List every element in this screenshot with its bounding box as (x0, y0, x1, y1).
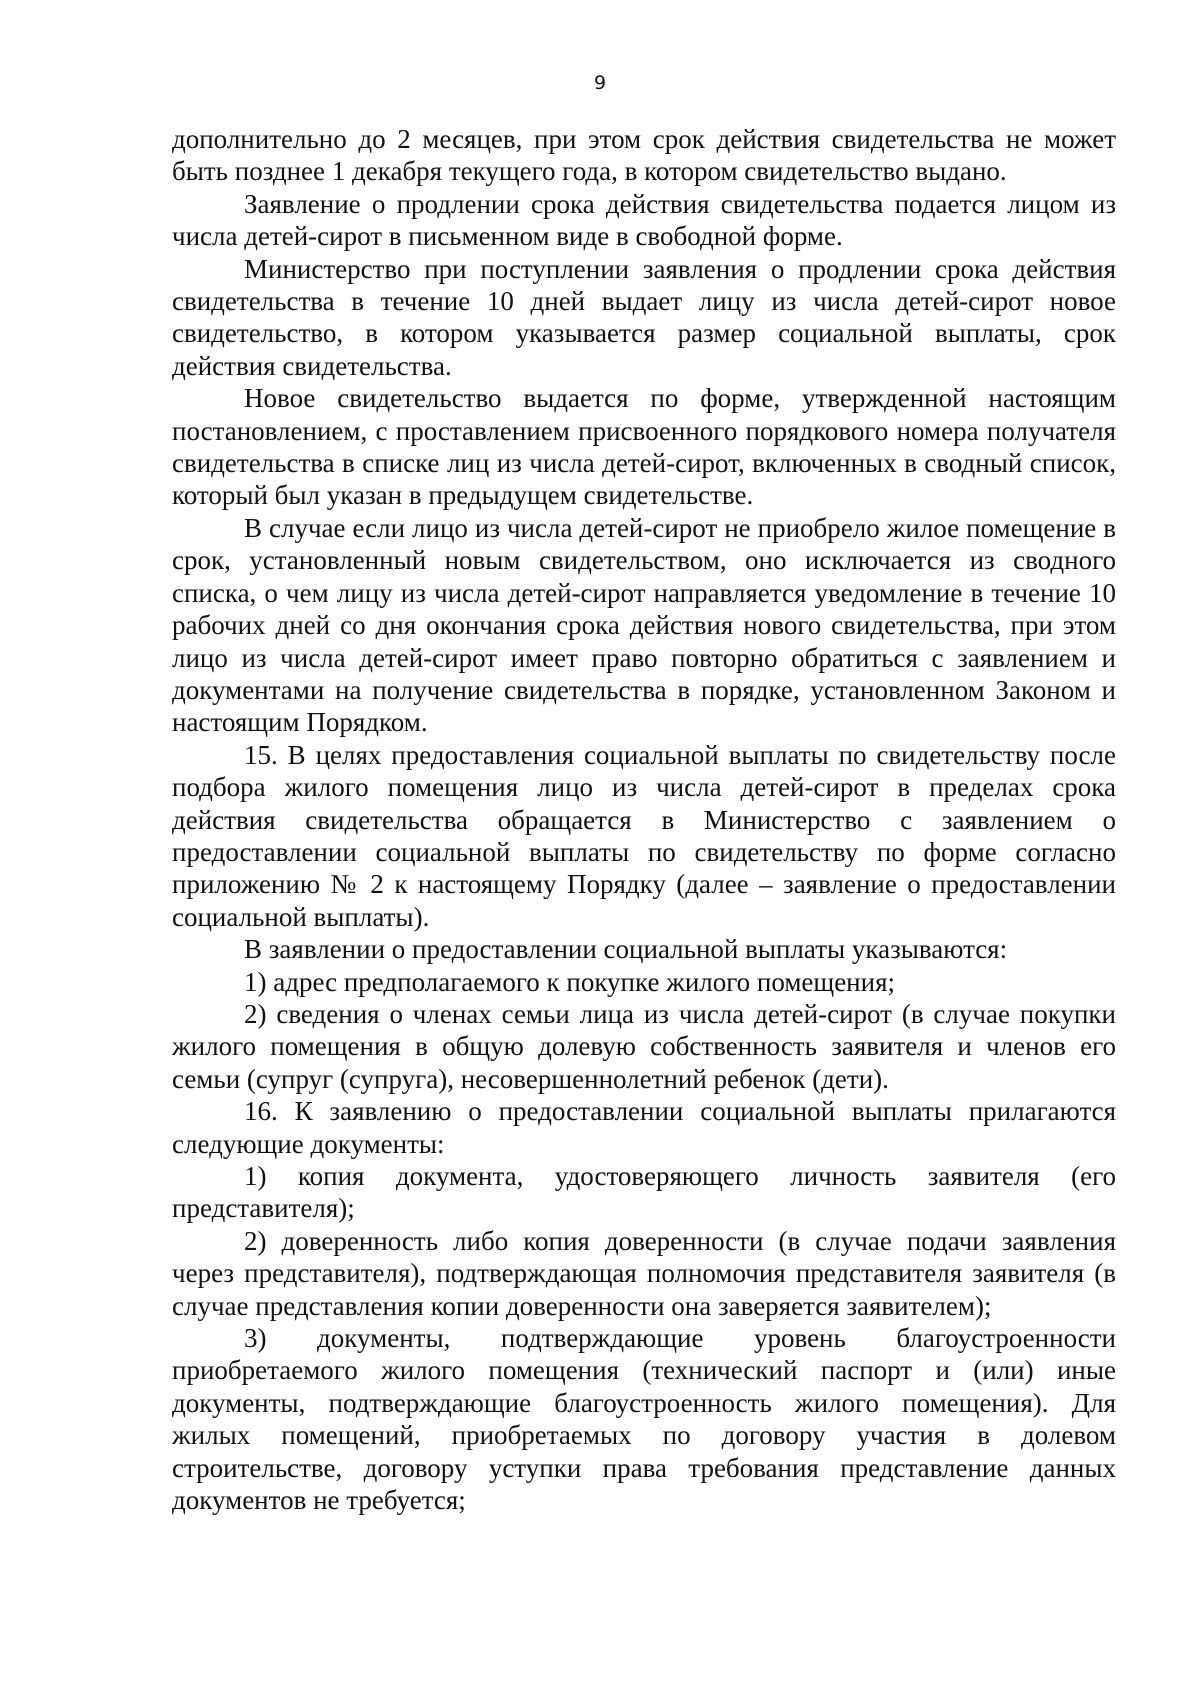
paragraph: В случае если лицо из числа детей-сирот не приобрело жилое помещение в срок, установленный новым свидетельством, оно исключается из сводного списка, о чем лицу из числа детей-сирот направляется уведомление в течение 10 рабочих дней со дня окончания срока действия нового свидетельства, при этом лицо из числа детей-сирот имеет право повторно обратиться с заявлением и документами на получение свидетельства в порядке, установленном Законом и настоящим Порядком. (172, 512, 1116, 738)
list-item: 3) документы, подтверждающие уровень благоустроенности приобретаемого жилого помещения (технический паспорт и (или) иные документы, подтверждающие благоустроенность жилого помещения). Для жилых помещений, приобретаемых по договору участия в долевом строительстве, договору уступки права требования представление данных документов не требуется; (172, 1323, 1116, 1516)
paragraph: Заявление о продлении срока действия свидетельства подается лицом из числа детей-сирот в письменном виде в свободной форме. (172, 188, 1116, 252)
paragraph-item-15: 15. В целях предоставления социальной выплаты по свидетельству после подбора жилого помещения лицо из числа детей-сирот в пределах срока действия свидетельства обращается в Министерство с заявлением о предоставлении социальной выплаты по свидетельству по форме согласно приложению № 2 к настоящему Порядку (далее – заявление о предоставлении социальной выплаты). (172, 739, 1116, 932)
list-item: 1) копия документа, удостоверяющего личность заявителя (его представителя); (172, 1161, 1116, 1224)
list-item: 1) адрес предполагаемого к покупке жилого помещения; (244, 966, 896, 997)
list-item: 2) сведения о членах семьи лица из числа детей-сирот (в случае покупки жилого помещения в общую долевую собственность заявителя и членов его семьи (супруг (супруга), несовершеннолетний ребенок (дети). (172, 998, 1116, 1094)
page-number: 9 (593, 72, 607, 94)
paragraph-item-16: 16. К заявлению о предоставлении социальной выплаты прилагаются следующие документы: (172, 1096, 1116, 1159)
paragraph: Министерство при поступлении заявления о продлении срока действия свидетельства в течение 10 дней выдает лицу из числа детей-сирот новое свидетельство, в котором указывается размер социальной выплаты, срок действия свидетельства. (172, 253, 1116, 381)
document-body (172, 123, 1116, 1516)
paragraph: Новое свидетельство выдается по форме, утвержденной настоящим постановлением, с проставлением присвоенного порядкового номера получателя свидетельства в списке лиц из числа детей-сирот, включенных в сводный список, который был указан в предыдущем свидетельстве. (172, 383, 1116, 511)
paragraph: В заявлении о предоставлении социальной выплаты указываются: (244, 934, 1008, 965)
list-item: 2) доверенность либо копия доверенности (в случае подачи заявления через представителя), подтверждающая полномочия представителя заявителя (в случае представления копии доверенности она заверяется заявителем); (172, 1225, 1116, 1321)
paragraph-continuation: дополнительно до 2 месяцев, при этом срок действия свидетельства не может быть позднее 1 декабря текущего года, в котором свидетельство выдано. (172, 124, 1116, 187)
